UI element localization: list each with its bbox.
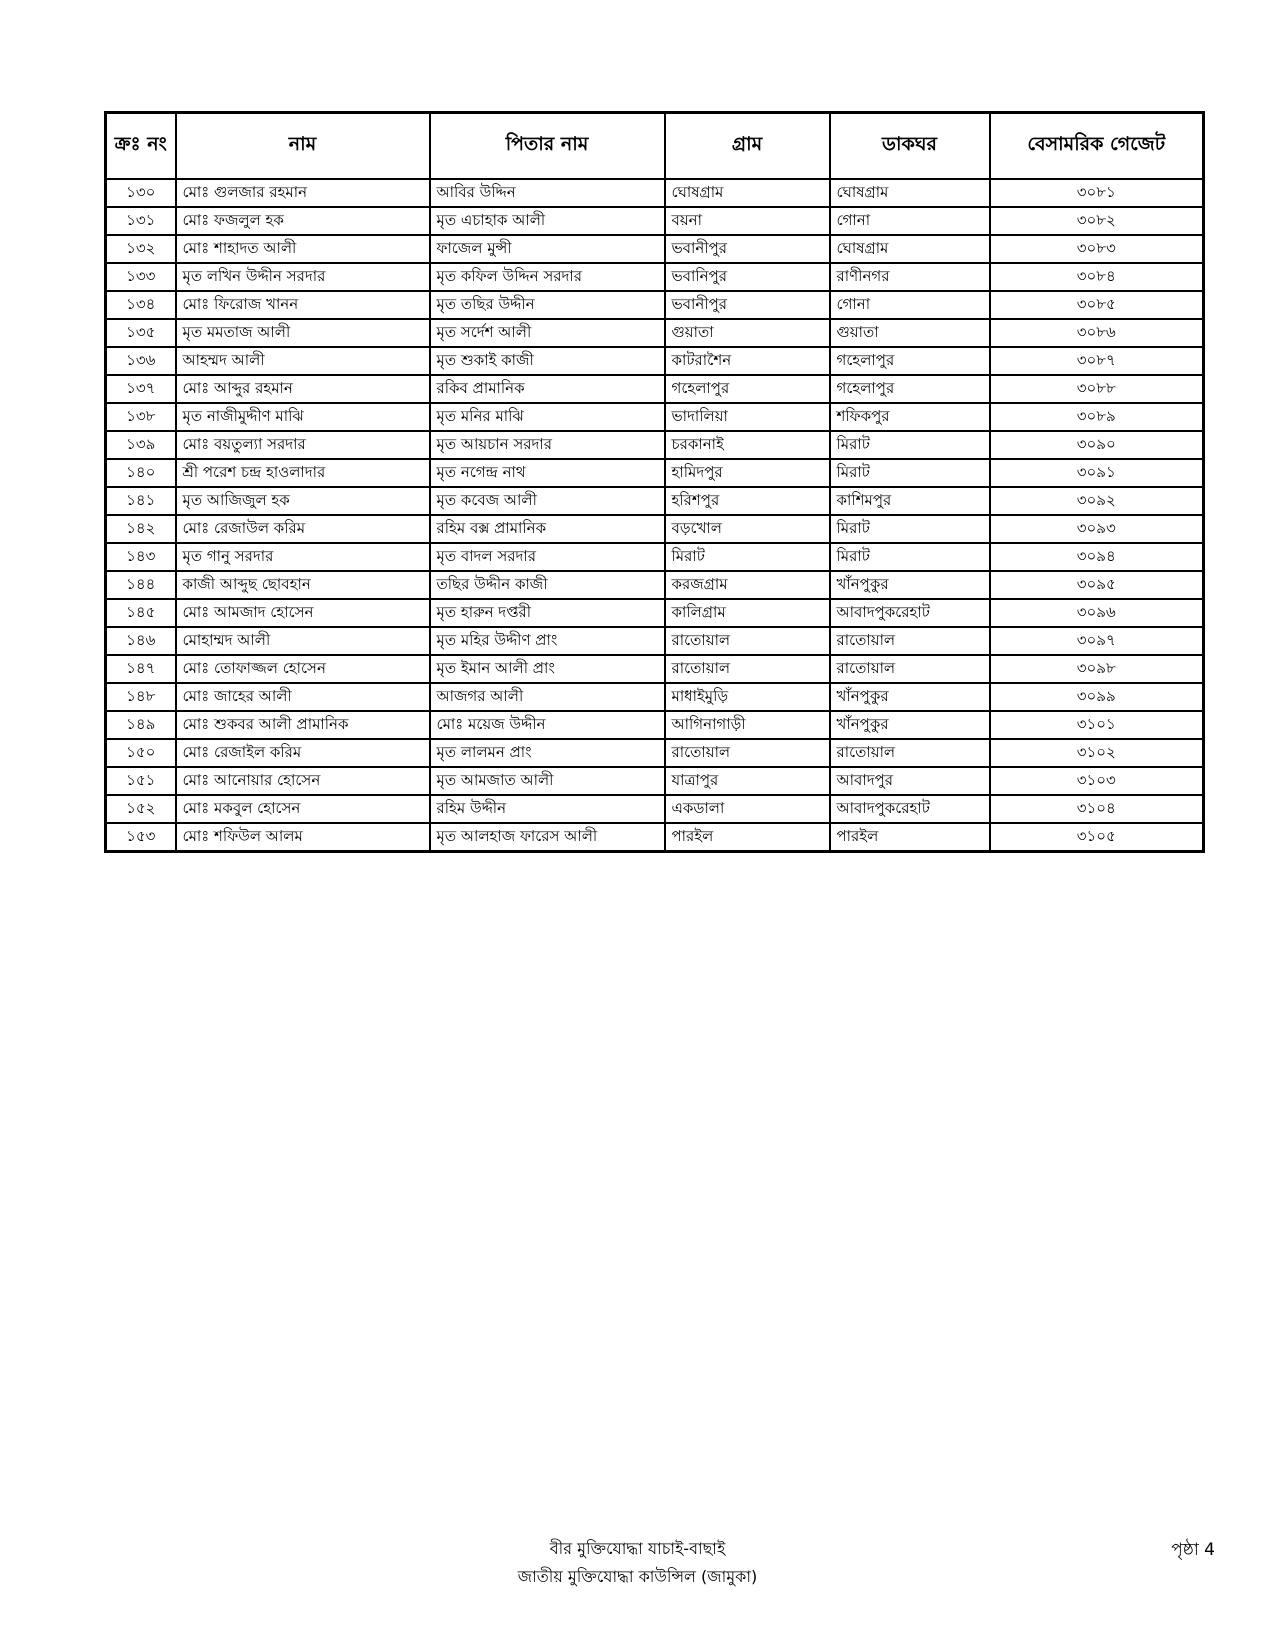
header-civil-gazette: বেসামরিক গেজেট: [990, 113, 1204, 180]
cell-name: মোঃ জাহের আলী: [176, 683, 430, 711]
cell-civil-gazette: ৩১০৩: [990, 767, 1204, 795]
cell-village: গুয়াতা: [665, 319, 830, 347]
table-row: [106, 207, 1204, 235]
cell-civil-gazette: ৩০৯৩: [990, 515, 1204, 543]
cell-civil-gazette: ৩০৯৬: [990, 599, 1204, 627]
table-row: [106, 487, 1204, 515]
cell-post-office: গোনা: [830, 291, 990, 319]
cell-civil-gazette: ৩০৯০: [990, 431, 1204, 459]
cell-post-office: রাণীনগর: [830, 263, 990, 291]
cell-name: মোঃ তোফাজ্জল হোসেন: [176, 655, 430, 683]
cell-post-office: আবাদপুকরেহাট: [830, 795, 990, 823]
table-row: [106, 711, 1204, 739]
cell-father-name: রহিম উদ্দীন: [430, 795, 665, 823]
cell-name: মোঃ রেজাউল করিম: [176, 515, 430, 543]
cell-father-name: আবির উদ্দিন: [430, 179, 665, 207]
cell-name: শ্রী পরেশ চন্দ্র হাওলাদার: [176, 459, 430, 487]
cell-name: মোঃ আমজাদ হোসেন: [176, 599, 430, 627]
cell-civil-gazette: ৩০৮৯: [990, 403, 1204, 431]
cell-village: একডালা: [665, 795, 830, 823]
footer-title: বীর মুক্তিযোদ্ধা যাচাই-বাছাই: [549, 1539, 726, 1558]
header-village: গ্রাম: [665, 113, 830, 180]
cell-name: মৃত লখিন উদ্দীন সরদার: [176, 263, 430, 291]
cell-civil-gazette: ৩০৯৭: [990, 627, 1204, 655]
cell-father-name: মৃত ইমান আলী প্রাং: [430, 655, 665, 683]
cell-serial: ১৫১: [106, 767, 176, 795]
header-post-office: ডাকঘর: [830, 113, 990, 180]
cell-post-office: মিরাট: [830, 431, 990, 459]
cell-serial: ১৩৭: [106, 375, 176, 403]
cell-post-office: গহেলাপুর: [830, 375, 990, 403]
cell-serial: ১৪৭: [106, 655, 176, 683]
cell-village: রাতোয়াল: [665, 627, 830, 655]
table-row: [106, 599, 1204, 627]
cell-serial: ১৪২: [106, 515, 176, 543]
cell-village: রাতোয়াল: [665, 655, 830, 683]
cell-village: পারইল: [665, 823, 830, 852]
cell-serial: ১৩৪: [106, 291, 176, 319]
cell-post-office: গহেলাপুর: [830, 347, 990, 375]
cell-post-office: আবাদপুকরেহাট: [830, 599, 990, 627]
cell-village: হামিদপুর: [665, 459, 830, 487]
cell-father-name: মৃত শুকাই কাজী: [430, 347, 665, 375]
header-serial: ক্রঃ নং: [106, 113, 176, 180]
table-header-row: [106, 113, 1204, 180]
cell-village: বড়খোল: [665, 515, 830, 543]
cell-civil-gazette: ৩০৮৫: [990, 291, 1204, 319]
cell-post-office: মিরাট: [830, 459, 990, 487]
cell-civil-gazette: ৩০৯১: [990, 459, 1204, 487]
cell-name: মোঃ রেজাইল করিম: [176, 739, 430, 767]
cell-name: মোঃ বয়তুল্যা সরদার: [176, 431, 430, 459]
cell-father-name: মৃত মনির মাঝি: [430, 403, 665, 431]
cell-serial: ১৩০: [106, 179, 176, 207]
cell-name: মৃত গানু সরদার: [176, 543, 430, 571]
cell-village: মাধাইমুড়ি: [665, 683, 830, 711]
cell-village: মিরাট: [665, 543, 830, 571]
cell-father-name: রকিব প্রামানিক: [430, 375, 665, 403]
cell-father-name: আজগর আলী: [430, 683, 665, 711]
cell-post-office: পারইল: [830, 823, 990, 852]
cell-name: আহম্মদ আলী: [176, 347, 430, 375]
cell-serial: ১৪৬: [106, 627, 176, 655]
cell-post-office: খাঁনপুকুর: [830, 683, 990, 711]
cell-civil-gazette: ৩১০৫: [990, 823, 1204, 852]
cell-serial: ১৩৮: [106, 403, 176, 431]
table-row: [106, 683, 1204, 711]
table-row: [106, 515, 1204, 543]
cell-village: আগিনাগাড়ী: [665, 711, 830, 739]
cell-village: হরিশপুর: [665, 487, 830, 515]
table-row: [106, 655, 1204, 683]
cell-civil-gazette: ৩০৮৬: [990, 319, 1204, 347]
cell-post-office: শফিকপুর: [830, 403, 990, 431]
header-name: নাম: [176, 113, 430, 180]
cell-father-name: ফাজেল মুন্সী: [430, 235, 665, 263]
table-row: [106, 403, 1204, 431]
cell-name: মৃত আজিজুল হক: [176, 487, 430, 515]
cell-serial: ১৪৮: [106, 683, 176, 711]
cell-civil-gazette: ৩০৯৫: [990, 571, 1204, 599]
cell-father-name: মৃত হারুন দপ্তরী: [430, 599, 665, 627]
cell-serial: ১৪০: [106, 459, 176, 487]
table-row: [106, 291, 1204, 319]
cell-name: মোঃ গুলজার রহমান: [176, 179, 430, 207]
cell-civil-gazette: ৩০৮৪: [990, 263, 1204, 291]
cell-serial: ১৩৯: [106, 431, 176, 459]
cell-post-office: রাতোয়াল: [830, 655, 990, 683]
cell-village: গহেলাপুর: [665, 375, 830, 403]
cell-civil-gazette: ৩০৮৩: [990, 235, 1204, 263]
cell-post-office: গোনা: [830, 207, 990, 235]
cell-father-name: মৃত কবেজ আলী: [430, 487, 665, 515]
table-row: [106, 739, 1204, 767]
cell-father-name: মৃত আয়চান সরদার: [430, 431, 665, 459]
cell-post-office: রাতোয়াল: [830, 627, 990, 655]
cell-post-office: কাশিমপুর: [830, 487, 990, 515]
table-row: [106, 263, 1204, 291]
cell-civil-gazette: ৩১০২: [990, 739, 1204, 767]
cell-village: কালিগ্রাম: [665, 599, 830, 627]
cell-village: রাতোয়াল: [665, 739, 830, 767]
cell-father-name: মৃত কফিল উদ্দিন সরদার: [430, 263, 665, 291]
cell-post-office: রাতোয়াল: [830, 739, 990, 767]
cell-father-name: তছির উদ্দীন কাজী: [430, 571, 665, 599]
cell-serial: ১৩৩: [106, 263, 176, 291]
cell-civil-gazette: ৩০৮৭: [990, 347, 1204, 375]
cell-serial: ১৩১: [106, 207, 176, 235]
table-row: [106, 543, 1204, 571]
cell-serial: ১৫২: [106, 795, 176, 823]
cell-post-office: ঘোষগ্রাম: [830, 235, 990, 263]
cell-village: করজগ্রাম: [665, 571, 830, 599]
page-number: পৃষ্ঠা 4: [1171, 1540, 1215, 1560]
table-row: [106, 347, 1204, 375]
cell-civil-gazette: ৩০৯৪: [990, 543, 1204, 571]
cell-civil-gazette: ৩০৯২: [990, 487, 1204, 515]
cell-civil-gazette: ৩০৮২: [990, 207, 1204, 235]
table-row: [106, 375, 1204, 403]
cell-civil-gazette: ৩০৮১: [990, 179, 1204, 207]
cell-serial: ১৪১: [106, 487, 176, 515]
cell-serial: ১৫০: [106, 739, 176, 767]
cell-post-office: মিরাট: [830, 515, 990, 543]
cell-civil-gazette: ৩০৮৮: [990, 375, 1204, 403]
footer-subtitle: জাতীয় মুক্তিযোদ্ধা কাউন্সিল (জামুকা): [517, 1567, 758, 1586]
cell-village: ভবানীপুর: [665, 235, 830, 263]
cell-serial: ১৪৫: [106, 599, 176, 627]
cell-serial: ১৩৬: [106, 347, 176, 375]
freedom-fighter-table: [104, 111, 1205, 853]
cell-village: যাত্রাপুর: [665, 767, 830, 795]
cell-father-name: মোঃ ময়েজ উদ্দীন: [430, 711, 665, 739]
table-row: [106, 319, 1204, 347]
cell-civil-gazette: ৩০৯৮: [990, 655, 1204, 683]
table-row: [106, 627, 1204, 655]
cell-name: মোঃ ফিরোজ খানন: [176, 291, 430, 319]
cell-serial: ১৪৯: [106, 711, 176, 739]
cell-post-office: মিরাট: [830, 543, 990, 571]
cell-post-office: গুয়াতা: [830, 319, 990, 347]
cell-name: মোঃ আব্দুর রহমান: [176, 375, 430, 403]
cell-father-name: মৃত এচাহাক আলী: [430, 207, 665, 235]
table-row: [106, 431, 1204, 459]
header-father-name: পিতার নাম: [430, 113, 665, 180]
table-row: [106, 571, 1204, 599]
cell-post-office: খাঁনপুকুর: [830, 711, 990, 739]
cell-father-name: মৃত লালমন প্রাং: [430, 739, 665, 767]
cell-name: মৃত মমতাজ আলী: [176, 319, 430, 347]
cell-name: মোঃ শফিউল আলম: [176, 823, 430, 852]
cell-father-name: মৃত বাদল সরদার: [430, 543, 665, 571]
table-row: [106, 179, 1204, 207]
cell-father-name: মৃত নগেন্দ্র নাথ: [430, 459, 665, 487]
cell-village: ভাদালিয়া: [665, 403, 830, 431]
cell-village: চরকানাই: [665, 431, 830, 459]
cell-serial: ১৪৩: [106, 543, 176, 571]
cell-serial: ১৩২: [106, 235, 176, 263]
cell-name: মোঃ আনোয়ার হোসেন: [176, 767, 430, 795]
cell-post-office: ঘোষগ্রাম: [830, 179, 990, 207]
cell-father-name: মৃত মহির উদ্দীণ প্রাং: [430, 627, 665, 655]
cell-father-name: মৃত আলহাজ ফারেস আলী: [430, 823, 665, 852]
cell-post-office: খাঁনপুকুর: [830, 571, 990, 599]
table-row: [106, 795, 1204, 823]
cell-name: মোঃ মকবুল হোসেন: [176, 795, 430, 823]
table-row: [106, 767, 1204, 795]
table-row: [106, 823, 1204, 852]
cell-civil-gazette: ৩০৯৯: [990, 683, 1204, 711]
cell-serial: ১৪৪: [106, 571, 176, 599]
cell-name: মোঃ শাহাদত আলী: [176, 235, 430, 263]
cell-village: ঘোষগ্রাম: [665, 179, 830, 207]
table-row: [106, 235, 1204, 263]
cell-village: ভবানীপুর: [665, 291, 830, 319]
table-row: [106, 459, 1204, 487]
cell-name: কাজী আব্দুছ ছোবহান: [176, 571, 430, 599]
cell-father-name: মৃত আমজাত আলী: [430, 767, 665, 795]
cell-serial: ১৫৩: [106, 823, 176, 852]
cell-village: ভবানিপুর: [665, 263, 830, 291]
cell-father-name: রহিম বক্স প্রামানিক: [430, 515, 665, 543]
cell-serial: ১৩৫: [106, 319, 176, 347]
cell-father-name: মৃত তছির উদ্দীন: [430, 291, 665, 319]
cell-name: মৃত নাজীমুদ্দীণ মাঝি: [176, 403, 430, 431]
cell-name: মোহাম্মদ আলী: [176, 627, 430, 655]
cell-civil-gazette: ৩১০১: [990, 711, 1204, 739]
cell-name: মোঃ শুকবর আলী প্রামানিক: [176, 711, 430, 739]
cell-name: মোঃ ফজলুল হক: [176, 207, 430, 235]
cell-village: বয়না: [665, 207, 830, 235]
cell-village: কাটরাশৈন: [665, 347, 830, 375]
cell-father-name: মৃত সর্দেশ আলী: [430, 319, 665, 347]
cell-civil-gazette: ৩১০৪: [990, 795, 1204, 823]
cell-post-office: আবাদপুর: [830, 767, 990, 795]
